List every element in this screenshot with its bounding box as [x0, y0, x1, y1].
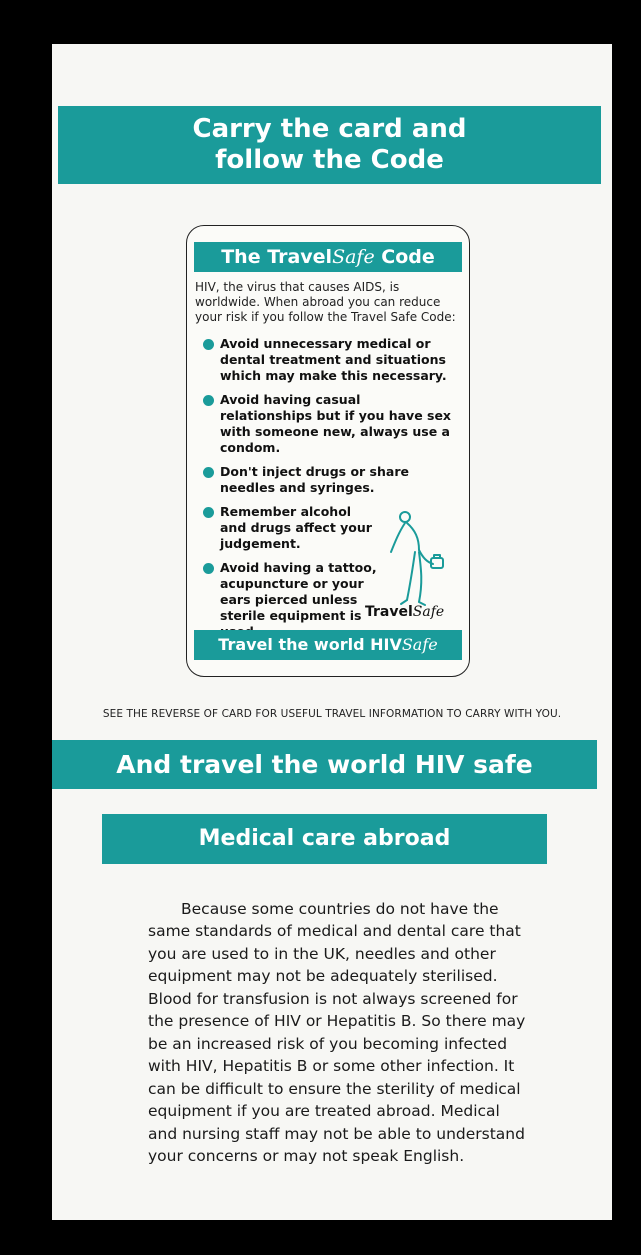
code-item-text: Avoid having casual relationships but if you have sex with someone new, always use a condom.	[220, 392, 451, 455]
card-title-pre: The	[221, 246, 268, 268]
code-item	[203, 392, 453, 456]
card-title-post: Code	[374, 246, 435, 268]
card-footer-safe: Safe	[401, 635, 438, 654]
card-intro: HIV, the virus that causes AIDS, is worldwide. When abroad you can reduce your risk if you follow the Travel Safe Code:	[195, 280, 456, 324]
code-item	[203, 336, 453, 384]
section-body: Because some countries do not have the same standards of medical and dental care that you are used to in the UK, needles and other equipment may not be adequately sterilised. Blood for transfusion is not always screened for the presence of HIV or Hepatitis B. So there may be an increased risk of you becoming infected with HIV, Hepatitis B or some other infection. It can be difficult to ensure the sterility of medical equipment if you are treated abroad. Medical and nursing staff may not be able to understand your concerns or may not speak English.	[148, 899, 526, 1165]
teal-dot-icon	[203, 395, 214, 406]
section-subheading: Medical care abroad	[102, 814, 547, 864]
logo-travel: Travel	[365, 604, 413, 620]
header-line-1: Carry the card and	[192, 114, 467, 144]
teal-dot-icon	[203, 507, 214, 518]
code-item	[203, 464, 453, 496]
code-item-text: Don't inject drugs or share needles and syringes.	[220, 464, 409, 495]
code-item-text: Avoid unnecessary medical or dental treatment and situations which may make this necessary.	[220, 336, 447, 383]
code-item-text: Avoid having a tattoo, acupuncture or your ears pierced unless sterile equipment is	[220, 560, 377, 623]
teal-dot-icon	[203, 339, 214, 350]
card-title-safe: Safe	[332, 246, 375, 268]
header-line-2: follow the Code	[215, 145, 444, 175]
logo-safe: Safe	[412, 604, 445, 620]
section-heading: And travel the world HIV safe	[52, 740, 597, 789]
card-footer-hiv: HIV	[370, 635, 402, 654]
teal-dot-icon	[203, 563, 214, 574]
code-item	[203, 504, 380, 552]
card-title	[194, 242, 462, 272]
header-banner	[58, 106, 601, 184]
travelsafe-card	[186, 225, 470, 677]
reverse-note: SEE THE REVERSE OF CARD FOR USEFUL TRAVEL INFORMATION TO CARRY WITH YOU.	[102, 708, 562, 720]
leaflet-page	[52, 44, 612, 1220]
card-footer-pre: Travel the world	[218, 635, 371, 654]
card-title-travel: Travel	[267, 246, 333, 268]
traveller-figure-icon	[385, 508, 455, 608]
card-footer	[194, 630, 462, 660]
travelsafe-logo	[365, 604, 444, 620]
teal-dot-icon	[203, 467, 214, 478]
code-item-text: Remember alcohol and drugs affect your judgement.	[220, 504, 372, 551]
code-item	[203, 560, 380, 640]
